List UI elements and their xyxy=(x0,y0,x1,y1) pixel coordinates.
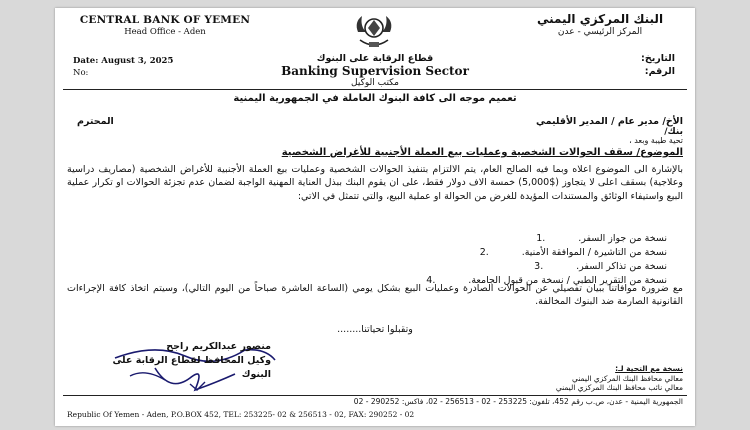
number-ar: الرقم: xyxy=(644,66,675,77)
sector-name-ar: قطاع الرقابة على البنوك xyxy=(316,53,434,64)
office-name-ar: المركز الرئيسي - عدن xyxy=(557,27,643,37)
list-item-number: 2. xyxy=(479,247,489,258)
list-item-number: 4. xyxy=(426,275,436,286)
documents-list xyxy=(426,232,667,288)
copy-recipient: معالي نائب محافظ البنك المركزي اليمني xyxy=(555,383,683,393)
sector-block xyxy=(225,53,525,88)
copies-block xyxy=(556,364,683,393)
closing-line: وتقبلوا تحياتنا........ xyxy=(337,324,413,335)
signer-name: منصور عبدالكريم راجح xyxy=(166,341,271,352)
footer-divider xyxy=(63,395,687,396)
circular-heading: تعميم موجه الى كافة البنوك العاملة في الجمهورية اليمنية xyxy=(233,93,517,104)
footer-english: Republic Of Yemen - Aden, P.O.BOX 452, TEL: 253225- 02 & 256513 - 02, FAX: 290252 - 02 xyxy=(67,410,415,419)
sector-office-ar: مكتب الوكيل xyxy=(351,78,399,88)
list-item-text: نسخة من تذاكر السفر. xyxy=(576,261,667,272)
header-arabic xyxy=(515,12,685,37)
sector-name-en: Banking Supervision Sector xyxy=(281,64,469,78)
addressee-line xyxy=(67,116,683,127)
header-divider xyxy=(63,89,687,90)
office-name-en: Head Office - Aden xyxy=(124,27,206,37)
date-en: Date: August 3, 2025 xyxy=(73,56,174,66)
list-item xyxy=(426,260,667,274)
list-item xyxy=(426,246,667,260)
date-ar: التاريخ: xyxy=(641,53,675,64)
bank-name-en: CENTRAL BANK OF YEMEN xyxy=(79,14,251,26)
subject-line: الموضوع/ سقف الحوالات الشخصية وعمليات بيع العملة الأجنبية للأغراض الشخصية xyxy=(281,147,683,158)
bank-name-ar: البنك المركزي اليمني xyxy=(536,12,664,26)
list-item-text: نسخة من التاشيرة / الموافقة الأمنية. xyxy=(521,247,667,258)
bank-emblem-logo xyxy=(350,10,398,54)
list-item-number: 1. xyxy=(536,233,546,244)
document-page xyxy=(55,8,695,426)
list-item xyxy=(426,232,667,246)
header-english xyxy=(65,14,265,37)
date-number-ar xyxy=(641,52,675,78)
addressee: الأخ/ مدير عام / المدير الأقليمي xyxy=(536,116,683,127)
list-item-number: 3. xyxy=(534,261,544,272)
respected-label: المحترم xyxy=(77,116,114,127)
bank-line: بنك/ xyxy=(664,127,683,137)
follow-up-paragraph: مع ضرورة موافاتنا ببيان تفصيلي عن الحوالات الصادرة وعمليات البيع بشكل يومي (الساعة العاشرة صباحاً من اليوم التالي)، وسيتم اتخاذ كافة الإجراءات القانونية الصارمة ضد البنوك المخالفة. xyxy=(67,283,683,308)
greeting: تحية طيبة وبعد ، xyxy=(629,136,683,145)
signature-block xyxy=(91,340,271,382)
copies-title: نسخة مع التحية لـ: xyxy=(615,364,683,373)
number-en: No: xyxy=(73,68,89,78)
signer-title: وكيل المحافظ لقطاع الرقابة على البنوك xyxy=(112,355,271,380)
list-item-text: نسخة من جواز السفر. xyxy=(578,233,667,244)
list-item-text: نسخة من التقرير الطبي / نسخة من قبول الجامعة. xyxy=(468,275,667,286)
date-number-en xyxy=(73,55,173,79)
footer-arabic: الجمهورية اليمنية - عدن، ص.ب رقم 452، تلفون: 253225 - 02 - 256513 - 02، فاكس: 290252 - 02 xyxy=(353,397,683,406)
body-paragraph: بالإشارة الى الموضوع اعلاه وبما فيه الصالح العام، يتم الالتزام بتنفيذ الحوالات الشخصية وعمليات بيع العملة الأجنبية للأغراض الشخصية (مصاريف دراسية وعلاجية) بسقف اعلى لا يتجاوز ($5,000) خمسة الاف دولار فقط، على ان يقوم البنك ببذل العناية المهنية الواجبة لضمان عدم تجزئة الحوالات او تكرار عملية البيع واستيفاء الوثائق والمستندات المؤيدة للغرض من الحوالة او عملية البيع، والتي تتمثل في الاتي: xyxy=(67,164,683,202)
copy-recipient: معالي محافظ البنك المركزي اليمني xyxy=(572,373,683,383)
